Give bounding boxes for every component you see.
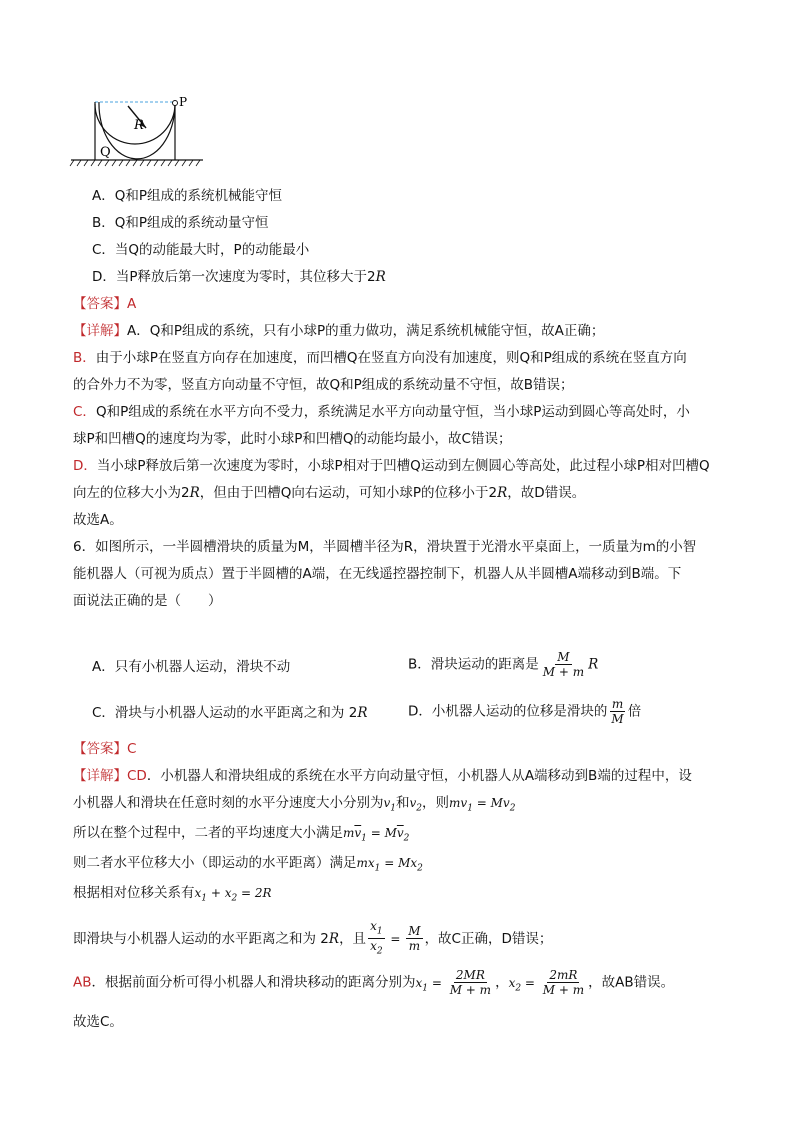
q6-stem-2: 能机器人（可视为质点）置于半圆槽的A端，在无线遥控器控制下，机器人从半圆槽A端移动到B端。下	[73, 566, 682, 582]
q5-option-a: A．Q和P组成的系统机械能守恒	[92, 188, 283, 204]
q6-conclusion: 故选C。	[73, 1014, 123, 1030]
q5-exp-c1: C．Q和P组成的系统在水平方向不受力，系统满足水平方向动量守恒，当小球P运动到圆心等高处时，小	[73, 404, 690, 420]
q6-option-b: B．滑块运动的距离是 $\frac{M}{M + m}$ R	[408, 650, 599, 679]
q6-option-d: D．小机器人运动的位移是滑块的 $\frac{m}{M}$ 倍	[408, 697, 642, 726]
q5-option-b: B．Q和P组成的系统动量守恒	[92, 215, 269, 231]
q5-exp-d2: 向左的位移大小为2R，但由于凹槽Q向右运动，可知小球P的位移小于2R，故D错误。	[73, 485, 586, 501]
q6-exp-4: 则二者水平位移大小（即运动的水平距离）满足$mx_1 = Mx_2$	[73, 855, 423, 874]
q6-exp-5: 根据相对位移关系有$x_1 + x_2 = 2R$	[73, 885, 272, 904]
q5-option-d: D．当P释放后第一次速度为零时，其位移大于2R	[92, 269, 386, 285]
q6-answer: 【答案】C	[73, 741, 137, 757]
q6-stem-1: 6．如图所示，一半圆槽滑块的质量为M，半圆槽半径为R，滑块置于光滑水平桌面上，一质量为m的小智	[73, 539, 697, 555]
q6-exp-7: AB．根据前面分析可得小机器人和滑块移动的距离分别为$x_1$ = $\frac{2MR}{M + m}$ ，$x_2$ = $\frac{2mR}{M + m}$ ，故AB错误。	[73, 968, 675, 997]
q5-answer: 【答案】A	[73, 296, 137, 312]
q5-exp-d1: D．当小球P释放后第一次速度为零时，小球P相对于凹槽Q运动到左侧圆心等高处，此过程小球P相对凹槽Q	[73, 458, 710, 474]
q6-exp-1: 【详解】CD．小机器人和滑块组成的系统在水平方向动量守恒，小机器人从A端移动到B端的过程中，设	[73, 768, 692, 784]
q5-exp-b2: 的合外力不为零，竖直方向动量不守恒，故Q和P组成的系统动量不守恒，故B错误；	[73, 377, 574, 393]
q5-exp-b1: B．由于小球P在竖直方向存在加速度，而凹槽Q在竖直方向没有加速度，则Q和P组成的系统在竖直方向	[73, 350, 687, 366]
semicircle-groove-figure	[68, 92, 208, 174]
q6-option-a: A．只有小机器人运动，滑块不动	[92, 659, 291, 675]
q5-conclusion: 故选A。	[73, 512, 123, 528]
label-p: P	[179, 95, 188, 109]
q6-exp-3: 所以在整个过程中，二者的平均速度大小满足$m\overline{v}_1 = M\overline{v}_2$	[73, 825, 410, 844]
q5-option-c: C．当Q的动能最大时，P的动能最小	[92, 242, 310, 258]
q6-option-c: C．滑块与小机器人运动的水平距离之和为 2R	[92, 705, 368, 721]
q5-exp-a: 【详解】A．Q和P组成的系统，只有小球P的重力做功，满足系统机械能守恒，故A正确；	[73, 323, 605, 339]
label-q: Q	[100, 145, 111, 160]
q5-exp-c2: 球P和凹槽Q的速度均为零，此时小球P和凹槽Q的动能均最小，故C错误；	[73, 431, 512, 447]
q6-exp-6: 即滑块与小机器人运动的水平距离之和为 2R，且 $\frac{x_1}{x_2}$ = $\frac{M}{m}$ ，故C正确，D错误；	[73, 919, 553, 957]
q6-stem-3: 面说法正确的是（ ）	[73, 593, 222, 609]
label-r: R	[134, 118, 144, 133]
q6-exp-2: 小机器人和滑块在任意时刻的水平分速度大小分别为$v_1$和$v_2$，则$mv_1 = Mv_2$	[73, 795, 516, 814]
